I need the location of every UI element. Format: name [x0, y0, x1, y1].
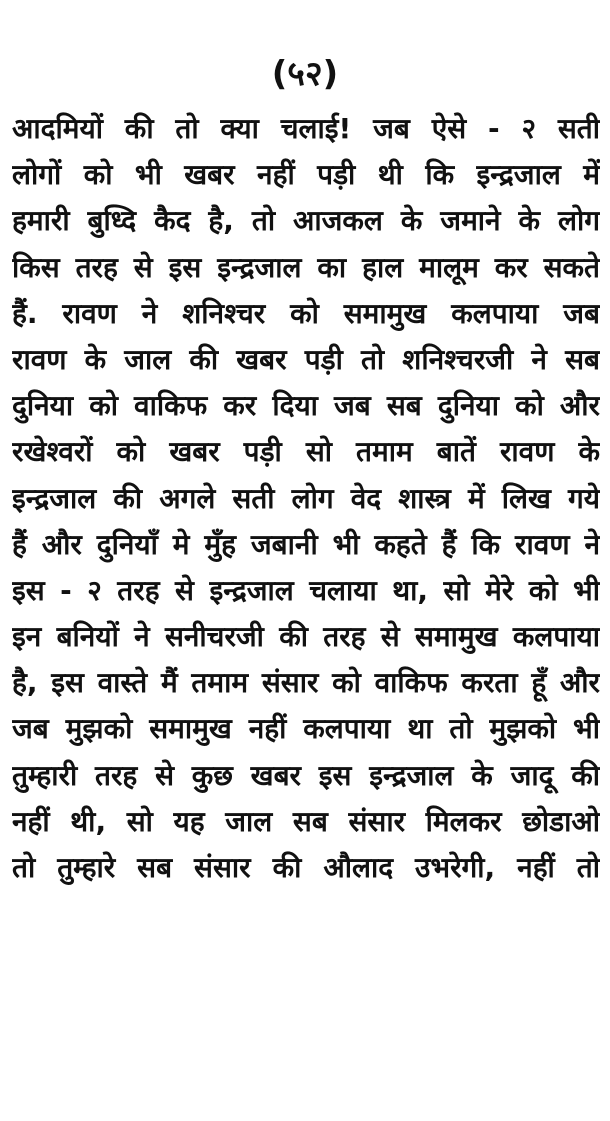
text-line-8: रखेश्वरों को खबर पड़ी सो तमाम बातें रावण के: [12, 435, 600, 469]
text-line-16: नहीं थी, सो यह जाल सब संसार मिलकर छोडाओ: [12, 804, 600, 838]
text-line-15: तुम्हारी तरह से कुछ खबर इस इन्द्रजाल के जादू की: [12, 758, 600, 792]
text-line-13: है, इस वास्ते मैं तमाम संसार को वाकिफ करता हूँ और: [12, 666, 600, 700]
text-line-11: इस - २ तरह से इन्द्रजाल चलाया था, सो मेरे को भी: [12, 573, 600, 607]
text-line-1: आदमियों की तो क्या चलाई! जब ऐसे - २ सती: [12, 112, 600, 145]
page-number: (५२): [271, 54, 339, 94]
text-line-3: हमारी बुध्दि कैद है, तो आजकल के जमाने के लोग: [12, 204, 600, 238]
text-line-4: किस तरह से इस इन्द्रजाल का हाल मालूम कर सकते: [12, 250, 600, 284]
text-line-5: हैं. रावण ने शनिश्चर को समामुख कलपाया जब: [12, 296, 600, 330]
text-line-6: रावण के जाल की खबर पड़ी तो शनिश्चरजी ने सब: [12, 342, 600, 376]
text-line-14: जब मुझको समामुख नहीं कलपाया था तो मुझको भी: [12, 712, 600, 746]
text-line-17: तो तुम्हारे सब संसार की औलाद उभरेगी, नहीं तो: [12, 851, 600, 884]
text-line-12: इन बनियों ने सनीचरजी की तरह से समामुख कलपाया: [12, 620, 600, 654]
text-line-9: इन्द्रजाल की अगले सती लोग वेद शास्त्र में लिख गये: [12, 481, 600, 515]
body-text: [12, 106, 600, 891]
text-line-2: लोगों को भी खबर नहीं पड़ी थी कि इन्द्रजाल में: [12, 158, 600, 192]
text-line-10: हैं और दुनियाँ मे मुँह जबानी भी कहते हैं कि रावण ने: [12, 527, 600, 561]
text-line-7: दुनिया को वाकिफ कर दिया जब सब दुनिया को और: [12, 389, 600, 423]
